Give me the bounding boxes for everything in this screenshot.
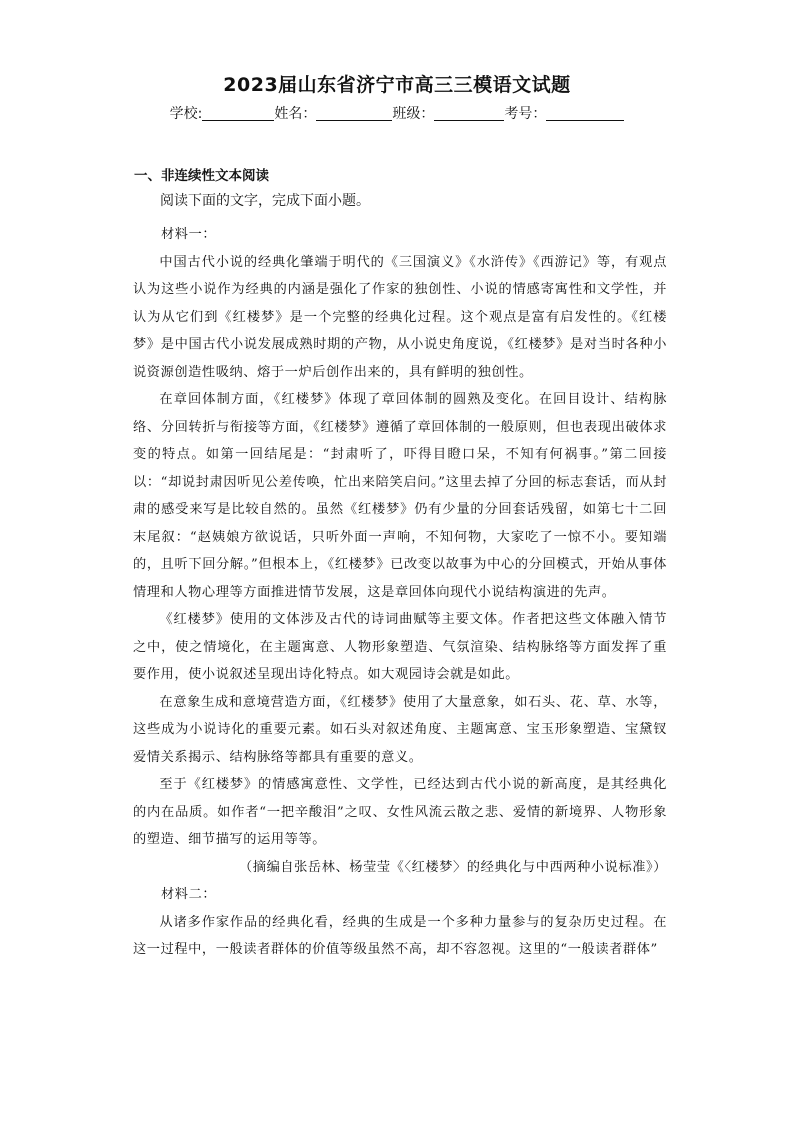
material-two-paragraph-1: 从诸多作家作品的经典化看，经典的生成是一个多种力量参与的复杂历史过程。在这一过程中，一般读者群体的价值等级虽然不高，却不容忽视。这里的“一般读者群体” [133, 914, 667, 957]
reading-instruction: 阅读下面的文字，完成下面小题。 [160, 193, 370, 209]
student-info-line [0, 103, 794, 123]
material-one-paragraph-2: 在章回体制方面，《红楼梦》体现了章回体制的圆熟及变化。在回目设计、结构脉络、分回转折与衔接等方面，《红楼梦》遵循了章回体制的一般原则，但也表现出破体求变的特点。如第一回结尾是：“封肃听了，吓得目瞪口呆，不知有何祸事。”第二回接以：“却说封肃因听见公差传唤，忙出来陪笑启问。”这里去掉了分回的标志套话，而从封肃的感受来写是比较自然的。虽然《红楼梦》仍有少量的分回套话残留，如第七十二回末尾叙：“赵姨娘方欲说话，只听外面一声响，不知何物，大家吃了一惊不小。要知端的，且听下回分解。”但根本上，《红楼梦》已改变以故事为中心的分回模式，开始从事体情理和人物心理等方面推进情节发展，这是章回体向现代小说结构演进的先声。 [133, 392, 667, 600]
material-one-label: 材料一： [161, 227, 217, 242]
exam-number-blank [546, 106, 624, 121]
material-one-source: （摘编自张岳林、杨莹莹《〈红楼梦〉的经典化与中西两种小说标准》） [239, 859, 667, 875]
material-one-paragraph-1: 中国古代小说的经典化肇端于明代的《三国演义》《水浒传》《西游记》等，有观点认为这些小说作为经典的内涵是强化了作家的独创性、小说的情感寄寓性和文学性，并认为从它们到《红楼梦》是一个完整的经典化过程。这个观点是富有启发性的。《红楼梦》是中国古代小说发展成熟时期的产物，从小说史角度说，《红楼梦》是对当时各种小说资源创造性吸纳、熔于一炉后创作出来的，具有鲜明的独创性。 [133, 254, 667, 380]
exam-number-label: 考号： [504, 106, 547, 122]
school-blank [202, 106, 274, 121]
section-heading: 一、非连续性文本阅读 [134, 168, 269, 184]
material-one-paragraph-4: 在意象生成和意境营造方面，《红楼梦》使用了大量意象，如石头、花、草、水等，这些成为小说诗化的重要元素。如石头对叙述角度、主题寓意、宝玉形象塑造、宝黛钗爱情关系揭示、结构脉络等都具有重要的意义。 [133, 694, 667, 765]
class-blank [434, 106, 504, 121]
page-title: 2023届山东省济宁市高三三模语文试题 [223, 74, 571, 96]
material-two-label: 材料二： [161, 887, 217, 902]
school-label: 学校: [169, 106, 203, 122]
name-blank [316, 106, 392, 121]
passage-body [133, 221, 667, 964]
name-label: 姓名： [274, 106, 317, 122]
material-one-paragraph-3: 《红楼梦》使用的文体涉及古代的诗词曲赋等主要文体。作者把这些文体融入情节之中，使之情境化，在主题寓意、人物形象塑造、气氛渲染、结构脉络等方面发挥了重要作用，使小说叙述呈现出诗化特点。如大观园诗会就是如此。 [133, 612, 667, 682]
class-label: 班级： [392, 106, 435, 122]
material-one-paragraph-5: 至于《红楼梦》的情感寓意性、文学性，已经达到古代小说的新高度，是其经典化的内在品质。如作者“一把辛酸泪”之叹、女性风流云散之悲、爱情的新境界、人物形象的塑造、细节描写的运用等等。 [133, 777, 667, 847]
